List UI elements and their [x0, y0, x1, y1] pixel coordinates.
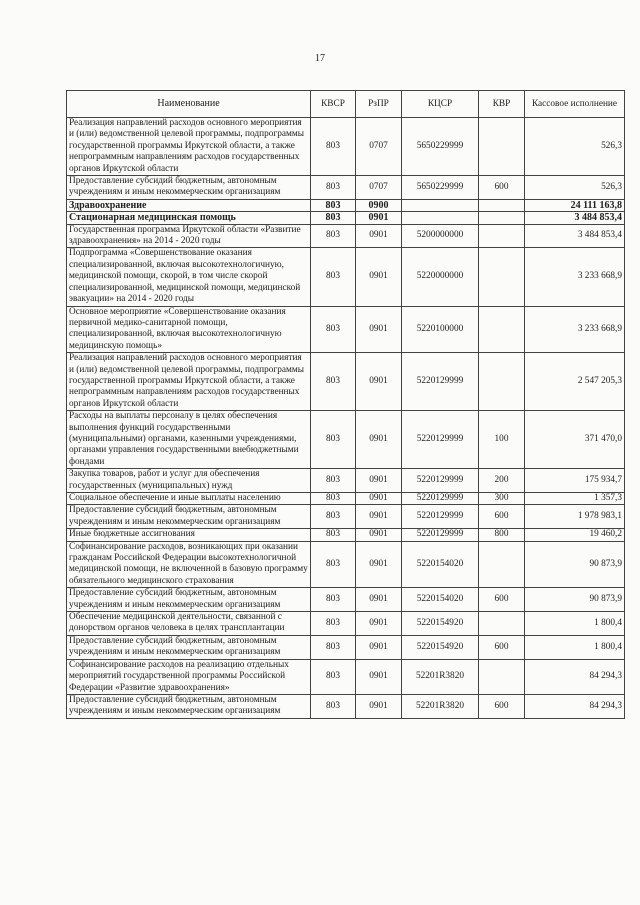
cell-rzpr: 0707 [356, 176, 402, 200]
cell-kvsr: 803 [311, 694, 356, 718]
cell-rzpr: 0901 [356, 635, 402, 659]
cell-kvsr: 803 [311, 529, 356, 541]
cell-kvr [479, 353, 525, 411]
table-row [67, 306, 625, 353]
table-row [67, 224, 625, 248]
cell-kcsr: 5220154920 [402, 635, 479, 659]
cell-name: Софинансирование расходов на реализацию отдельных мероприятий государственной программы Российской Федерации «Развитие здравоохранения» [67, 659, 311, 694]
cell-kvsr: 803 [311, 118, 356, 176]
cell-kvr: 600 [479, 694, 525, 718]
cell-name: Здравоохранение [67, 199, 311, 211]
cell-kcsr: 5220129999 [402, 529, 479, 541]
cell-kcsr: 5220129999 [402, 505, 479, 529]
cell-kvsr: 803 [311, 469, 356, 493]
cell-rzpr: 0900 [356, 199, 402, 211]
cell-amount: 1 800,4 [525, 612, 625, 636]
table-row [67, 612, 625, 636]
cell-kvr: 300 [479, 493, 525, 505]
table-body [67, 118, 625, 719]
cell-kvr [479, 541, 525, 588]
cell-kcsr: 5220129999 [402, 469, 479, 493]
cell-kcsr: 5220129999 [402, 353, 479, 411]
cell-rzpr: 0901 [356, 541, 402, 588]
cell-kvr [479, 212, 525, 224]
table-row [67, 541, 625, 588]
cell-name: Предоставление субсидий бюджетным, автономным учреждениям и иным некоммерческим организациям [67, 694, 311, 718]
cell-amount: 84 294,3 [525, 694, 625, 718]
table-row [67, 118, 625, 176]
cell-name: Социальное обеспечение и иные выплаты населению [67, 493, 311, 505]
cell-name: Закупка товаров, работ и услуг для обеспечения государственных (муниципальных) нужд [67, 469, 311, 493]
cell-amount: 2 547 205,3 [525, 353, 625, 411]
cell-rzpr: 0901 [356, 469, 402, 493]
cell-kcsr: 5220129999 [402, 411, 479, 469]
cell-amount: 24 111 163,8 [525, 199, 625, 211]
cell-kcsr: 5220154020 [402, 541, 479, 588]
table-row [67, 505, 625, 529]
cell-amount: 526,3 [525, 176, 625, 200]
cell-rzpr: 0901 [356, 529, 402, 541]
cell-kcsr [402, 212, 479, 224]
header-name: Наименование [67, 91, 311, 118]
cell-amount: 19 460,2 [525, 529, 625, 541]
cell-kvsr: 803 [311, 199, 356, 211]
table-row [67, 212, 625, 224]
cell-kvr [479, 248, 525, 306]
cell-kcsr: 52201R3820 [402, 659, 479, 694]
cell-name: Государственная программа Иркутской области «Развитие здравоохранения» на 2014 - 2020 годы [67, 224, 311, 248]
cell-kvr [479, 118, 525, 176]
cell-kvr: 100 [479, 411, 525, 469]
cell-amount: 371 470,0 [525, 411, 625, 469]
cell-kvsr: 803 [311, 659, 356, 694]
cell-rzpr: 0901 [356, 353, 402, 411]
cell-kvsr: 803 [311, 224, 356, 248]
cell-kvsr: 803 [311, 505, 356, 529]
cell-name: Предоставление субсидий бюджетным, автономным учреждениям и иным некоммерческим организациям [67, 588, 311, 612]
cell-kvsr: 803 [311, 306, 356, 353]
table-row [67, 248, 625, 306]
header-kcsr: КЦСР [402, 91, 479, 118]
cell-kvsr: 803 [311, 411, 356, 469]
cell-amount: 3 233 668,9 [525, 248, 625, 306]
cell-kvsr: 803 [311, 212, 356, 224]
cell-kvsr: 803 [311, 493, 356, 505]
cell-amount: 1 978 983,1 [525, 505, 625, 529]
cell-kcsr: 5220129999 [402, 493, 479, 505]
cell-kvr [479, 224, 525, 248]
header-kvsr: КВСР [311, 91, 356, 118]
budget-execution-table [66, 90, 625, 719]
cell-kvr: 600 [479, 588, 525, 612]
cell-rzpr: 0901 [356, 493, 402, 505]
cell-rzpr: 0901 [356, 694, 402, 718]
cell-amount: 1 800,4 [525, 635, 625, 659]
cell-kvr: 800 [479, 529, 525, 541]
cell-kvr [479, 659, 525, 694]
cell-name: Стационарная медицинская помощь [67, 212, 311, 224]
cell-amount: 84 294,3 [525, 659, 625, 694]
cell-rzpr: 0901 [356, 306, 402, 353]
cell-kcsr: 5200000000 [402, 224, 479, 248]
cell-kvsr: 803 [311, 541, 356, 588]
cell-kvsr: 803 [311, 248, 356, 306]
cell-kvsr: 803 [311, 612, 356, 636]
table-row [67, 529, 625, 541]
cell-kcsr: 5650229999 [402, 176, 479, 200]
cell-rzpr: 0901 [356, 612, 402, 636]
cell-amount: 90 873,9 [525, 588, 625, 612]
cell-kcsr: 5650229999 [402, 118, 479, 176]
cell-kvsr: 803 [311, 353, 356, 411]
cell-name: Предоставление субсидий бюджетным, автономным учреждениям и иным некоммерческим организациям [67, 505, 311, 529]
cell-name: Основное мероприятие «Совершенствование оказания первичной медико-санитарной помощи, специализированной, включая высокотехнологичную медицинскую помощь» [67, 306, 311, 353]
cell-name: Софинансирование расходов, возникающих при оказании гражданам Российской Федерации высокотехнологичной медицинской помощи, не включенной в базовую программу обязательного медицинского страхования [67, 541, 311, 588]
cell-name: Предоставление субсидий бюджетным, автономным учреждениям и иным некоммерческим организациям [67, 176, 311, 200]
table-row [67, 659, 625, 694]
cell-kvsr: 803 [311, 176, 356, 200]
table-row [67, 199, 625, 211]
cell-rzpr: 0901 [356, 224, 402, 248]
table-row [67, 411, 625, 469]
cell-name: Реализация направлений расходов основного мероприятия и (или) ведомственной целевой программы, подпрограммы государственной программы Иркутской области, а также непрограммным направлениям расходов государственных органов Иркутской области [67, 118, 311, 176]
cell-name: Обеспечение медицинской деятельности, связанной с донорством органов человека в целях трансплантации [67, 612, 311, 636]
table-header-row [67, 91, 625, 118]
cell-kvr: 200 [479, 469, 525, 493]
header-rzpr: РзПР [356, 91, 402, 118]
cell-kvr: 600 [479, 635, 525, 659]
cell-kcsr: 52201R3820 [402, 694, 479, 718]
header-amount: Кассовое исполнение [525, 91, 625, 118]
cell-amount: 3 484 853,4 [525, 212, 625, 224]
table-row [67, 469, 625, 493]
cell-amount: 3 484 853,4 [525, 224, 625, 248]
cell-rzpr: 0901 [356, 212, 402, 224]
cell-rzpr: 0901 [356, 505, 402, 529]
cell-name: Подпрограмма «Совершенствование оказания специализированной, включая высокотехнологичную, медицинской помощи, скорой, в том числе скорой специализированной, медицинской помощи, медицинской эвакуации» на 2014 - 2020 годы [67, 248, 311, 306]
cell-rzpr: 0901 [356, 588, 402, 612]
cell-kcsr: 5220154020 [402, 588, 479, 612]
cell-kvr: 600 [479, 505, 525, 529]
cell-name: Иные бюджетные ассигнования [67, 529, 311, 541]
cell-amount: 526,3 [525, 118, 625, 176]
cell-rzpr: 0901 [356, 411, 402, 469]
cell-kvr [479, 612, 525, 636]
cell-kcsr: 5220154920 [402, 612, 479, 636]
cell-rzpr: 0901 [356, 248, 402, 306]
cell-kvr: 600 [479, 176, 525, 200]
cell-kcsr: 5220000000 [402, 248, 479, 306]
cell-kcsr [402, 199, 479, 211]
cell-name: Предоставление субсидий бюджетным, автономным учреждениям и иным некоммерческим организациям [67, 635, 311, 659]
table-row [67, 635, 625, 659]
header-kvr: КВР [479, 91, 525, 118]
table-row [67, 694, 625, 718]
cell-name: Реализация направлений расходов основного мероприятия и (или) ведомственной целевой программы, подпрограммы государственной программы Иркутской области, а также непрограммным направлениям расходов государственных органов Иркутской области [67, 353, 311, 411]
cell-name: Расходы на выплаты персоналу в целях обеспечения выполнения функций государственными (муниципальными) органами, казенными учреждениями, органами управления государственными внебюджетными фондами [67, 411, 311, 469]
table-row [67, 176, 625, 200]
cell-kvsr: 803 [311, 588, 356, 612]
cell-amount: 175 934,7 [525, 469, 625, 493]
cell-amount: 90 873,9 [525, 541, 625, 588]
table-row [67, 353, 625, 411]
cell-kvr [479, 199, 525, 211]
cell-rzpr: 0707 [356, 118, 402, 176]
page-number: 17 [315, 53, 325, 64]
cell-amount: 1 357,3 [525, 493, 625, 505]
cell-amount: 3 233 668,9 [525, 306, 625, 353]
cell-kcsr: 5220100000 [402, 306, 479, 353]
table-row [67, 588, 625, 612]
table-row [67, 493, 625, 505]
cell-kvsr: 803 [311, 635, 356, 659]
cell-kvr [479, 306, 525, 353]
cell-rzpr: 0901 [356, 659, 402, 694]
